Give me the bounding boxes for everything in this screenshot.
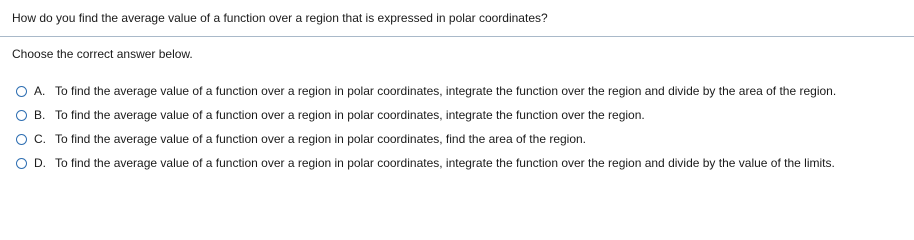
radio-button-icon[interactable]	[16, 110, 27, 121]
answer-choice-a[interactable]	[16, 85, 836, 98]
choice-text[interactable]: To find the average value of a function over a region in polar coordinates, integrate the function over the region and divide by the area of the region.	[55, 84, 837, 98]
answer-choices	[16, 85, 836, 181]
radio-button-icon[interactable]	[16, 134, 27, 145]
answer-choice-d[interactable]	[16, 157, 836, 170]
choice-letter: C.	[34, 132, 46, 146]
choice-letter: B.	[34, 108, 46, 122]
radio-button-icon[interactable]	[16, 86, 27, 97]
question-text: How do you find the average value of a function over a region that is expressed in polar coordinates?	[12, 11, 548, 25]
answer-choice-c[interactable]	[16, 133, 836, 146]
answer-choice-b[interactable]	[16, 109, 836, 122]
choice-letter: D.	[34, 156, 46, 170]
choice-text[interactable]: To find the average value of a function over a region in polar coordinates, integrate the function over the region.	[55, 108, 645, 122]
radio-button-icon[interactable]	[16, 158, 27, 169]
divider	[0, 36, 914, 37]
instruction-text: Choose the correct answer below.	[12, 47, 193, 61]
choice-text[interactable]: To find the average value of a function over a region in polar coordinates, integrate the function over the region and divide by the value of the limits.	[55, 156, 835, 170]
choice-letter: A.	[34, 84, 46, 98]
choice-text[interactable]: To find the average value of a function over a region in polar coordinates, find the area of the region.	[55, 132, 587, 146]
